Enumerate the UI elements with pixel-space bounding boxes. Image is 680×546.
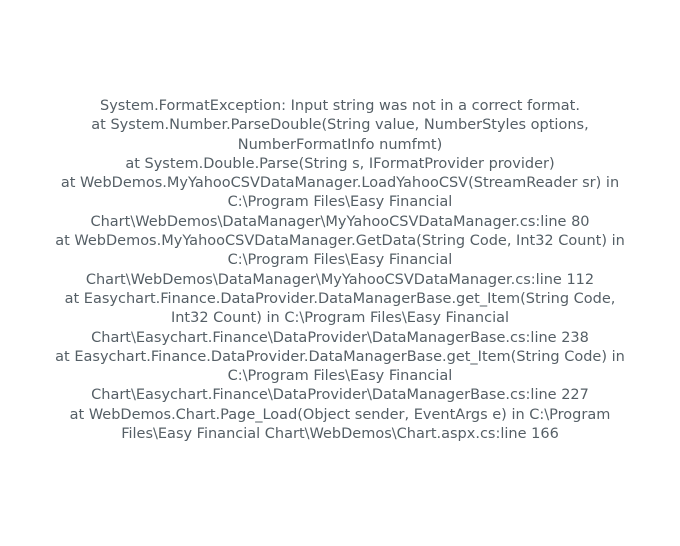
stack-line: at Easychart.Finance.DataProvider.DataManagerBase.get_Item(String Code, [64,290,616,307]
stack-line: at WebDemos.MyYahooCSVDataManager.LoadYahooCSV(StreamReader sr) in [60,175,620,192]
stack-line: Files\Easy Financial Chart\WebDemos\Chart.aspx.cs:line 166 [121,426,559,443]
stack-line: at Easychart.Finance.DataProvider.DataManagerBase.get_Item(String Code) in [55,348,625,365]
stack-line: at System.Double.Parse(String s, IFormatProvider provider) [125,155,555,172]
stack-line: Int32 Count) in C:\Program Files\Easy Financial [170,310,510,327]
stack-line: at System.Number.ParseDouble(String value, NumberStyles options, [91,117,589,134]
stack-line: Chart\WebDemos\DataManager\MyYahooCSVDataManager.cs:line 112 [85,271,595,288]
stack-line: at WebDemos.Chart.Page_Load(Object sender, EventArgs e) in C:\Program [69,406,611,423]
stack-line-exception-message: System.FormatException: Input string was not in a correct format. [100,98,580,114]
stack-line: Chart\Easychart.Finance\DataProvider\DataManagerBase.cs:line 238 [91,329,589,346]
stack-line: C:\Program Files\Easy Financial [227,194,453,211]
stack-line: C:\Program Files\Easy Financial [227,252,453,269]
stack-line: Chart\Easychart.Finance\DataProvider\DataManagerBase.cs:line 227 [91,387,589,404]
error-stack-trace [18,97,662,444]
stack-line: at WebDemos.MyYahooCSVDataManager.GetData(String Code, Int32 Count) in [55,233,625,250]
stack-line: NumberFormatInfo numfmt) [237,136,443,153]
stack-line: C:\Program Files\Easy Financial [227,368,453,385]
stack-line: Chart\WebDemos\DataManager\MyYahooCSVDataManager.cs:line 80 [90,213,590,230]
